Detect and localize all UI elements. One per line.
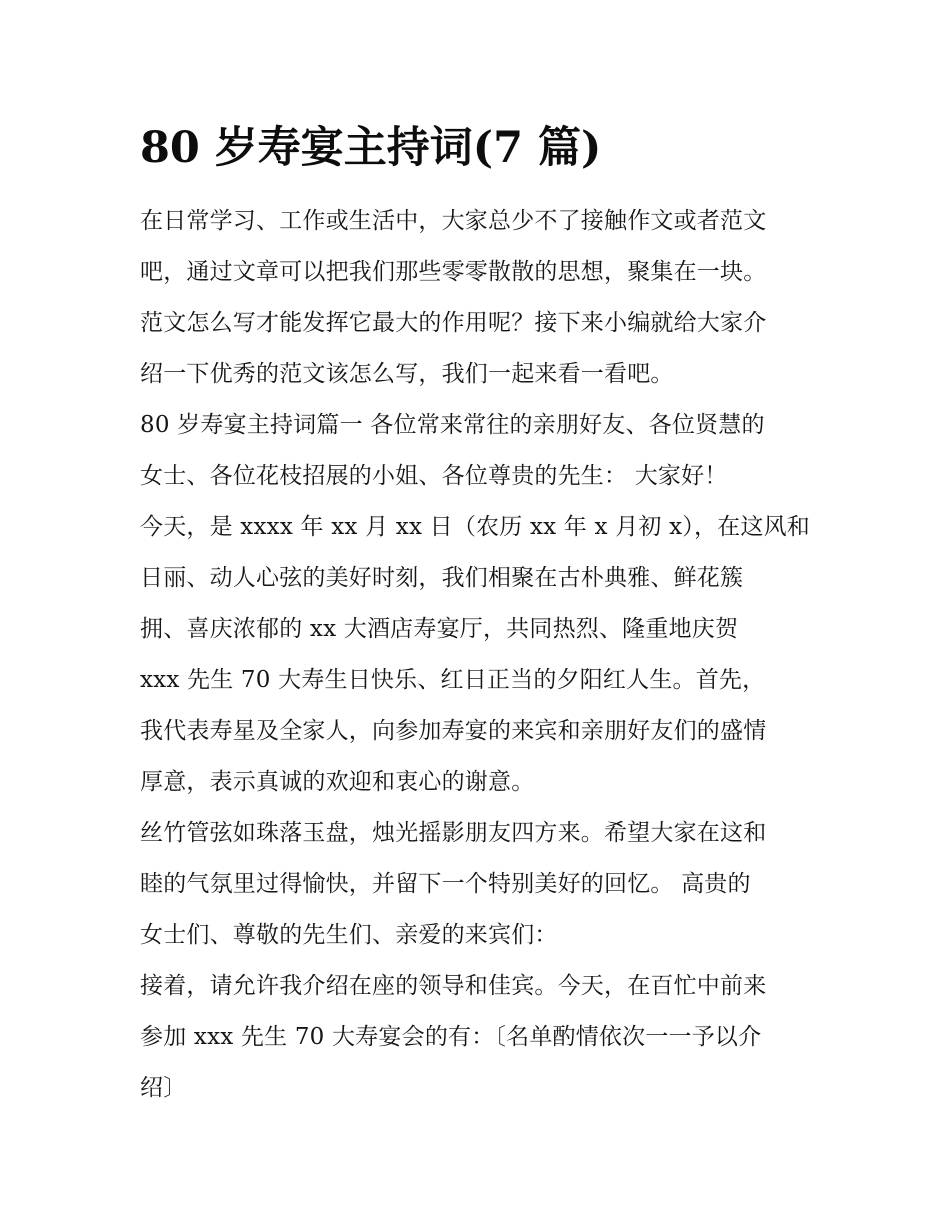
body-line: 绍一下优秀的范文该怎么写，我们一起来看一看吧。 [140,361,674,387]
body-line: 女士们、尊敬的先生们、亲爱的来宾们： [140,922,558,948]
body-line: 范文怎么写才能发挥它最大的作用呢？接下来小编就给大家介 [140,310,767,336]
document-body [140,196,820,1114]
body-line: 丝竹管弦如珠落玉盘，烛光摇影朋友四方来。希望大家在这和 [140,820,767,846]
body-line: 接着，请允许我介绍在座的领导和佳宾。今天，在百忙中前来 [140,973,767,999]
body-line: 厚意，表示真诚的欢迎和衷心的谢意。 [140,769,535,795]
body-line: 参加 xxx 先生 70 大寿宴会的有：〔名单酌情依次一一予以介 [140,1024,762,1050]
body-line: 在日常学习、工作或生活中，大家总少不了接触作文或者范文 [140,208,767,234]
body-line: 吧，通过文章可以把我们那些零零散散的思想，聚集在一块。 [140,259,767,285]
body-line: 睦的气氛里过得愉快，并留下一个特别美好的回忆。 高贵的 [140,871,751,897]
body-line: xxx 先生 70 大寿生日快乐、红日正当的夕阳红人生。首先， [140,667,766,693]
document-title: 80 岁寿宴主持词(7 篇) [140,123,602,173]
body-line: 拥、喜庆浓郁的 xx 大酒店寿宴厅，共同热烈、隆重地庆贺 [140,616,739,642]
body-line: 女士、各位花枝招展的小姐、各位尊贵的先生： 大家好！ [140,463,728,489]
body-line: 80 岁寿宴主持词篇一 各位常来常往的亲朋好友、各位贤慧的 [140,412,765,438]
body-line: 今天，是 xxxx 年 xx 月 xx 日（农历 xx 年 x 月初 x），在这风和 [140,514,810,540]
body-line: 绍〕 [140,1075,187,1101]
body-line: 日丽、动人心弦的美好时刻，我们相聚在古朴典雅、鲜花簇 [140,565,744,591]
body-line: 我代表寿星及全家人，向参加寿宴的来宾和亲朋好友们的盛情 [140,718,767,744]
